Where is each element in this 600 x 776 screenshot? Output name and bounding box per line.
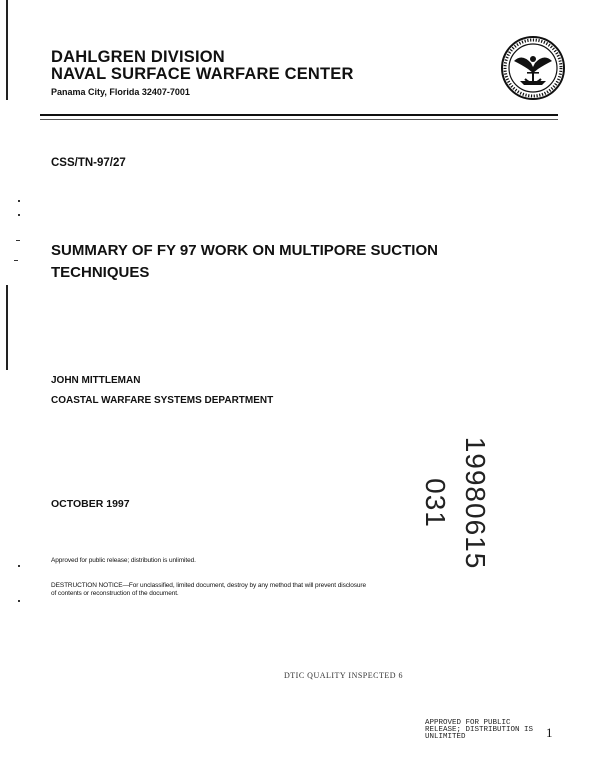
- dtic-quality-mark: DTIC QUALITY INSPECTED 6: [284, 671, 404, 680]
- scan-speck: [14, 260, 18, 261]
- distribution-notice: Approved for public release; distribution is unlimited.: [51, 557, 196, 564]
- release-stamp: APPROVED FOR PUBLIC RELEASE; DISTRIBUTION IS UNLIMITED: [425, 719, 534, 741]
- document-title: SUMMARY OF FY 97 WORK ON MULTIPORE SUCTION TECHNIQUES: [51, 242, 438, 281]
- scan-speck: [18, 565, 20, 567]
- scan-edge-mark: [6, 285, 8, 370]
- scan-speck: [18, 200, 20, 202]
- navy-seal-icon: [500, 35, 566, 101]
- report-number: CSS/TN-97/27: [51, 157, 126, 169]
- scan-speck: [18, 600, 20, 602]
- page-number: 1: [546, 725, 553, 740]
- org-name-line2: NAVAL SURFACE WARFARE CENTER: [51, 65, 354, 83]
- org-address: Panama City, Florida 32407-7001: [51, 87, 190, 97]
- department-name: COASTAL WARFARE SYSTEMS DEPARTMENT: [51, 395, 274, 406]
- accession-stamp-number: 19980615 031: [420, 436, 491, 570]
- org-name-line1: DAHLGREN DIVISION: [51, 48, 225, 66]
- publication-date: OCTOBER 1997: [51, 498, 130, 510]
- header-rule: [40, 114, 558, 116]
- header-rule-thin: [40, 119, 558, 120]
- scan-speck: [16, 240, 20, 241]
- destruction-notice: DESTRUCTION NOTICE—For unclassified, limited document, destroy by any method that will prevent disclosure of contents or reconstruction of the document.: [51, 582, 366, 597]
- scan-speck: [18, 214, 20, 216]
- author-name: JOHN MITTLEMAN: [51, 375, 141, 386]
- scan-edge-mark: [6, 0, 8, 100]
